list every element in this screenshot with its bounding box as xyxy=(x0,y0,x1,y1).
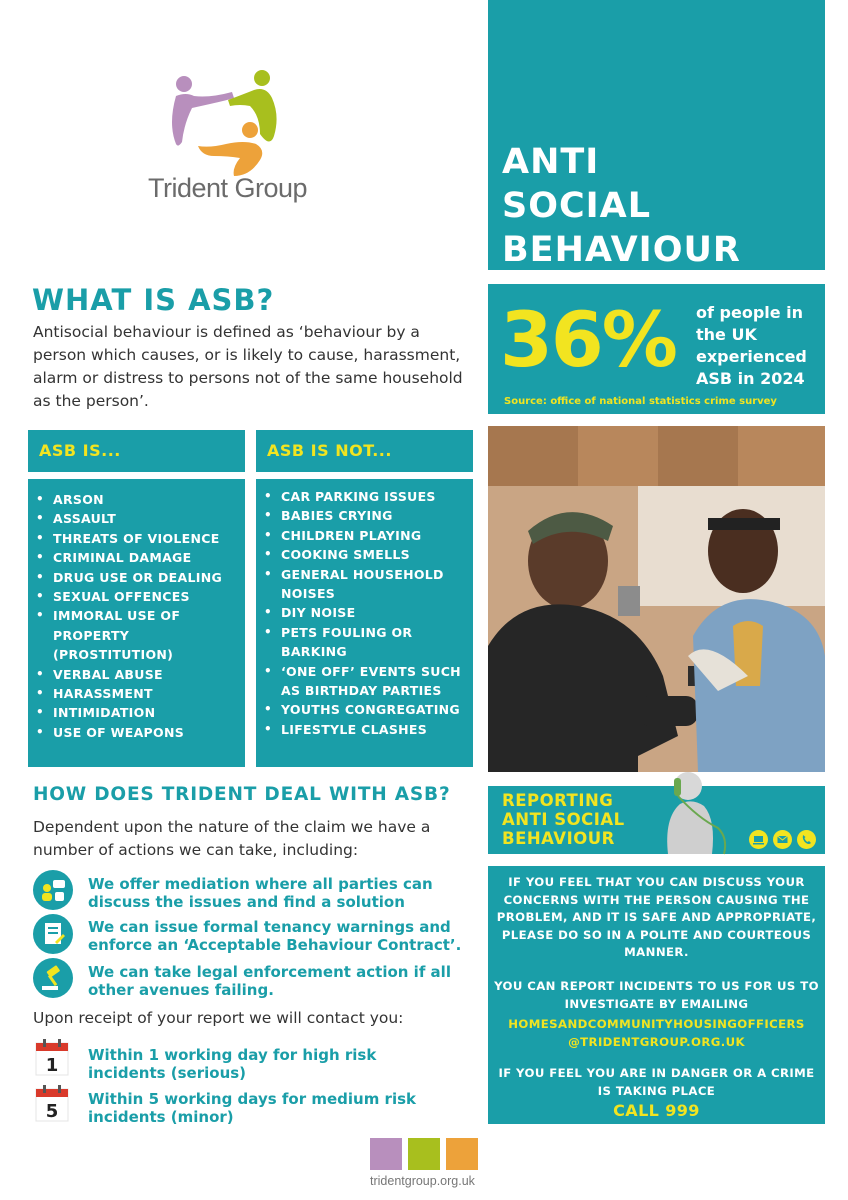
what-title: WHAT IS ASB? xyxy=(32,283,275,317)
stat-value: 36% xyxy=(500,295,676,384)
reporting-email-line-1[interactable]: HOMESANDCOMMUNITYHOUSINGOFFICERS xyxy=(508,1017,805,1031)
reporting-email-line-2[interactable]: @TRIDENTGROUP.ORG.UK xyxy=(568,1035,745,1049)
asb-is-panel xyxy=(28,479,245,767)
reporting-para-2: YOU CAN REPORT INCIDENTS TO US FOR US TO INVESTIGATE BY EMAILING xyxy=(494,979,819,1011)
asb-is-not-header: ASB IS NOT... xyxy=(256,430,473,472)
list-item: • GENERAL HOUSEHOLD NOISES xyxy=(262,565,469,604)
list-item: • PETS FOULING OR BARKING xyxy=(262,623,469,662)
gavel-icon xyxy=(33,958,73,998)
asb-is-header: ASB IS... xyxy=(28,430,245,472)
mediation-icon xyxy=(33,870,73,910)
receipt-text: Upon receipt of your report we will contact you: xyxy=(33,1009,404,1027)
what-body: Antisocial behaviour is defined as ‘behaviour by a person which causes, or is likely to cause, harassment, alarm or distress to persons not of the same household as the person’. xyxy=(33,323,463,410)
list-item: • BABIES CRYING xyxy=(262,506,469,525)
action-text: We offer mediation where all parties can discuss the issues and find a solution xyxy=(88,875,433,911)
contract-icon xyxy=(33,914,73,954)
timeline-text: Within 5 working days for medium risk incidents (minor) xyxy=(88,1090,416,1126)
purple-square xyxy=(370,1138,402,1170)
title-line-2: SOCIAL xyxy=(502,186,652,226)
list-item: • CHILDREN PLAYING xyxy=(262,526,469,545)
asb-is-list xyxy=(34,490,241,742)
list-item: • CRIMINAL DAMAGE xyxy=(34,548,241,567)
list-item: • ‘ONE OFF’ EVENTS SUCH AS BIRTHDAY PARTIES xyxy=(262,662,469,701)
list-item: • HARASSMENT xyxy=(34,684,241,703)
list-item: • COOKING SMELLS xyxy=(262,545,469,564)
list-item: • IMMORAL USE OF PROPERTY (PROSTITUTION) xyxy=(34,606,241,664)
photo-two-men-kitchen xyxy=(488,426,825,772)
title-line-1: ANTI xyxy=(502,142,600,182)
list-item: • CAR PARKING ISSUES xyxy=(262,487,469,506)
title-line-3: BEHAVIOUR xyxy=(502,230,741,270)
calendar-day: 5 xyxy=(45,1101,59,1122)
computer-icon xyxy=(749,830,768,849)
how-title: HOW DOES TRIDENT DEAL WITH ASB? xyxy=(33,784,451,805)
calendar-icon xyxy=(35,1084,69,1122)
reporting-para-3: IF YOU FEEL YOU ARE IN DANGER OR A CRIME IS TAKING PLACE xyxy=(498,1066,815,1098)
phone-figure-icon xyxy=(658,768,738,856)
action-text: We can take legal enforcement action if all other avenues failing. xyxy=(88,963,451,999)
timeline-text: Within 1 working day for high risk incidents (serious) xyxy=(88,1046,377,1082)
list-item: • VERBAL ABUSE xyxy=(34,665,241,684)
list-item: • DIY NOISE xyxy=(262,603,469,622)
list-item: • THREATS OF VIOLENCE xyxy=(34,529,241,548)
green-square xyxy=(408,1138,440,1170)
action-text: We can issue formal tenancy warnings and enforce an ‘Acceptable Behaviour Contract’. xyxy=(88,918,462,954)
calendar-day: 1 xyxy=(45,1055,59,1076)
list-item: • YOUTHS CONGREGATING xyxy=(262,700,469,719)
logo-text: Trident Group xyxy=(148,173,308,203)
stat-description: of people in the UK experienced ASB in 2024 xyxy=(696,303,807,388)
list-item: • INTIMIDATION xyxy=(34,703,241,722)
phone-icon xyxy=(797,830,816,849)
stat-source: Source: office of national statistics crime survey xyxy=(504,396,777,407)
asb-is-not-panel xyxy=(256,479,473,767)
email-icon xyxy=(773,830,792,849)
page-title xyxy=(502,140,817,272)
how-body: Dependent upon the nature of the claim we have a number of actions we can take, including: xyxy=(33,818,431,859)
list-item: • SEXUAL OFFENCES xyxy=(34,587,241,606)
list-item: • ARSON xyxy=(34,490,241,509)
reporting-para-1: IF YOU FEEL THAT YOU CAN DISCUSS YOUR CONCERNS WITH THE PERSON CAUSING THE PROBLEM, AND IT IS SAFE AND APPROPRIATE, PLEASE DO SO IN A POLITE AND COURTEOUS MANNER. xyxy=(496,875,817,959)
list-item: • LIFESTYLE CLASHES xyxy=(262,720,469,739)
footer-url[interactable]: tridentgroup.org.uk xyxy=(370,1174,475,1188)
reporting-title: REPORTING ANTI SOCIAL BEHAVIOUR xyxy=(502,791,625,848)
asb-is-not-list xyxy=(262,487,469,739)
calendar-icon xyxy=(35,1038,69,1076)
list-item: • USE OF WEAPONS xyxy=(34,723,241,742)
list-item: • ASSAULT xyxy=(34,509,241,528)
call-999: CALL 999 xyxy=(613,1101,700,1120)
list-item: • DRUG USE OR DEALING xyxy=(34,568,241,587)
orange-square xyxy=(446,1138,478,1170)
